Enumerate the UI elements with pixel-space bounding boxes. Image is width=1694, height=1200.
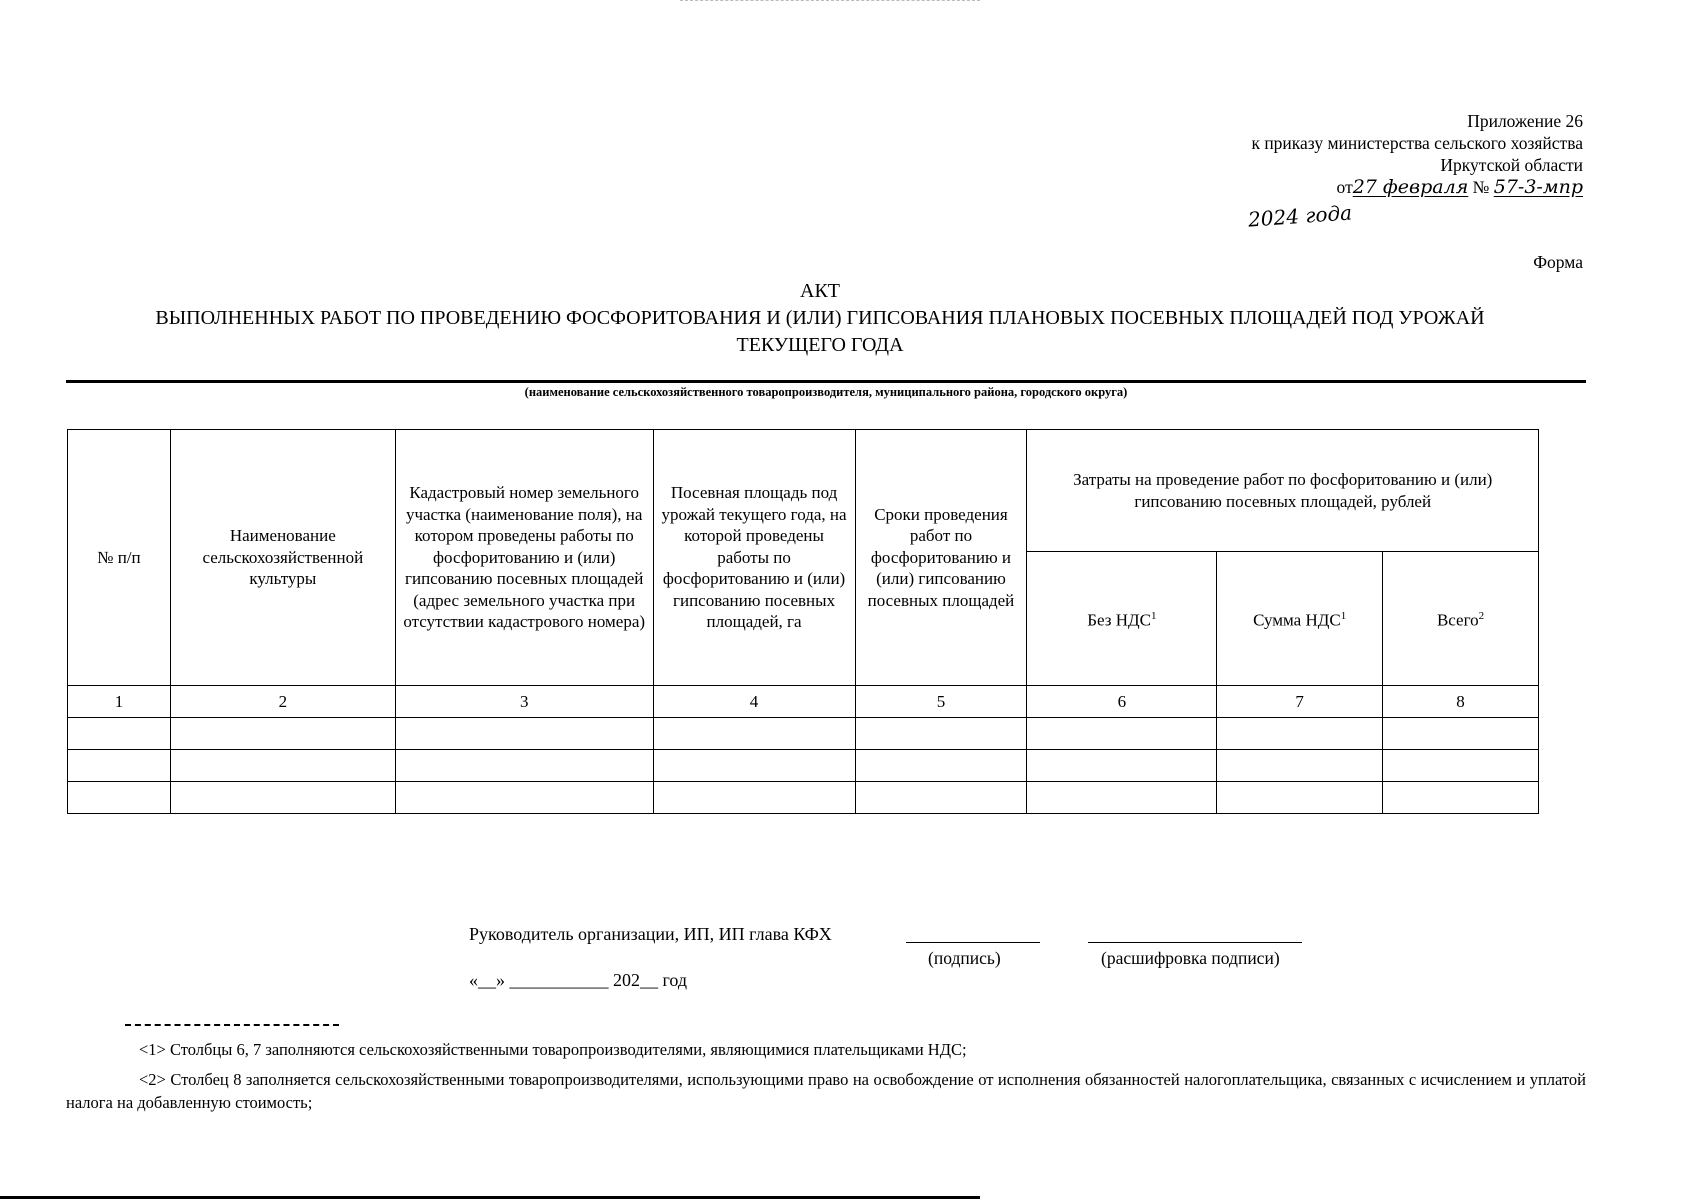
from-prefix: от <box>1336 177 1353 197</box>
table-cell[interactable] <box>395 718 653 750</box>
column-number: 8 <box>1383 686 1539 718</box>
date-field: «__» ___________ 202__ год <box>469 970 688 990</box>
title-line-2: ВЫПОЛНЕННЫХ РАБОТ ПО ПРОВЕДЕНИЮ ФОСФОРИТОВАНИЯ И (ИЛИ) ГИПСОВАНИЯ ПЛАНОВЫХ ПОСЕВНЫХ ПЛОЩАДЕЙ ПОД УРОЖАЙ <box>155 307 1485 329</box>
table-cell[interactable] <box>170 718 395 750</box>
producer-hint: (наименование сельскохозяйственного товаропроизводителя, муниципального района, городского округа) <box>524 385 1128 399</box>
header-costs-group: Затраты на проведение работ по фосфоритованию и (или) гипсованию посевных площадей, рублей <box>1027 430 1539 552</box>
column-number: 7 <box>1217 686 1383 718</box>
appendix-line-1: Приложение 26 <box>1467 111 1583 131</box>
signature-caption: (подпись) <box>928 948 1001 968</box>
title-line-3: ТЕКУЩЕГО ГОДА <box>736 334 904 356</box>
table-cell[interactable] <box>395 750 653 782</box>
footnote-2: <2> Столбец 8 заполняется сельскохозяйственными товаропроизводителями, использующими право на освобождение от исполнения обязанностей налогоплательщика, связанных с исчислением и уплатой налога на добавленную стоимость; <box>66 1070 1586 1112</box>
header-number: № п/п <box>68 430 171 686</box>
table-cell[interactable] <box>855 782 1027 814</box>
table-cell[interactable] <box>68 750 171 782</box>
header-total: Всего$^2$ <box>1383 552 1539 686</box>
title-line-1: АКТ <box>800 280 840 302</box>
table-cell[interactable] <box>1383 782 1539 814</box>
table-header-row-1 <box>68 430 1539 552</box>
table-cell[interactable] <box>68 718 171 750</box>
handwritten-year: 2024 года <box>1247 200 1353 232</box>
handwritten-date: 27 февраля <box>1352 176 1469 198</box>
appendix-line-2: к приказу министерства сельского хозяйства <box>1251 133 1583 153</box>
document-title <box>60 278 1580 359</box>
header-terms: Сроки проведения работ по фосфоритованию и (или) гипсованию посевных площадей <box>855 430 1027 686</box>
table-cell[interactable] <box>1383 750 1539 782</box>
header-area: Посевная площадь под урожай текущего года, на которой проведены работы по фосфоритованию и (или) гипсованию посевных площадей, га <box>653 430 855 686</box>
header-vat-sum: Сумма НДС$^1$ <box>1217 552 1383 686</box>
table-cell[interactable] <box>1217 718 1383 750</box>
appendix-order-line <box>1251 176 1583 198</box>
table-cell[interactable] <box>1383 718 1539 750</box>
footnote-separator <box>125 1024 339 1026</box>
table-row <box>68 718 1539 750</box>
column-number: 3 <box>395 686 653 718</box>
signatory-label: Руководитель организации, ИП, ИП глава КФХ <box>469 924 832 944</box>
table-cell[interactable] <box>653 782 855 814</box>
table-cell[interactable] <box>1027 782 1217 814</box>
column-number: 6 <box>1027 686 1217 718</box>
header-cadastral: Кадастровый номер земельного участка (наименование поля), на котором проведены работы по фосфоритованию и (или) гипсованию посевных площадей (адрес земельного участка при отсутствии кадастрового номера) <box>395 430 653 686</box>
header-crop: Наименование сельскохозяйственной культуры <box>170 430 395 686</box>
table-cell[interactable] <box>1027 750 1217 782</box>
table-cell[interactable] <box>1217 750 1383 782</box>
number-prefix: № <box>1472 177 1490 197</box>
table-cell[interactable] <box>653 750 855 782</box>
table-cell[interactable] <box>170 782 395 814</box>
appendix-block <box>1251 110 1583 198</box>
header-without-vat: Без НДС$^1$ <box>1027 552 1217 686</box>
producer-name-line <box>66 380 1586 383</box>
table-cell[interactable] <box>68 782 171 814</box>
footnote-ref-1b: 1 <box>1340 609 1347 622</box>
column-number: 4 <box>653 686 855 718</box>
handwritten-number: 57-3-мпр <box>1493 176 1583 198</box>
signature-field[interactable] <box>906 942 1040 943</box>
scan-artifact-bottom <box>0 1196 980 1199</box>
table-row <box>68 782 1539 814</box>
table-cell[interactable] <box>855 750 1027 782</box>
footnote-1: <1> Столбцы 6, 7 заполняются сельскохозяйственными товаропроизводителями, являющимися плательщиками НДС; <box>139 1040 967 1059</box>
works-table <box>67 429 1539 814</box>
table-cell[interactable] <box>1217 782 1383 814</box>
signature-decode-caption: (расшифровка подписи) <box>1101 948 1280 968</box>
column-numbers-row <box>68 686 1539 718</box>
column-number: 1 <box>68 686 171 718</box>
appendix-line-3: Иркутской области <box>1440 155 1583 175</box>
table-cell[interactable] <box>1027 718 1217 750</box>
footnote-ref-1: 1 <box>1150 609 1157 622</box>
table-cell[interactable] <box>170 750 395 782</box>
table-cell[interactable] <box>855 718 1027 750</box>
form-label: Форма <box>1533 252 1583 272</box>
table-cell[interactable] <box>653 718 855 750</box>
column-number: 5 <box>855 686 1027 718</box>
signature-decode-field[interactable] <box>1088 942 1302 943</box>
table-row <box>68 750 1539 782</box>
table-cell[interactable] <box>395 782 653 814</box>
column-number: 2 <box>170 686 395 718</box>
footnote-ref-2: 2 <box>1478 609 1485 622</box>
scan-artifact-top <box>680 0 980 1</box>
